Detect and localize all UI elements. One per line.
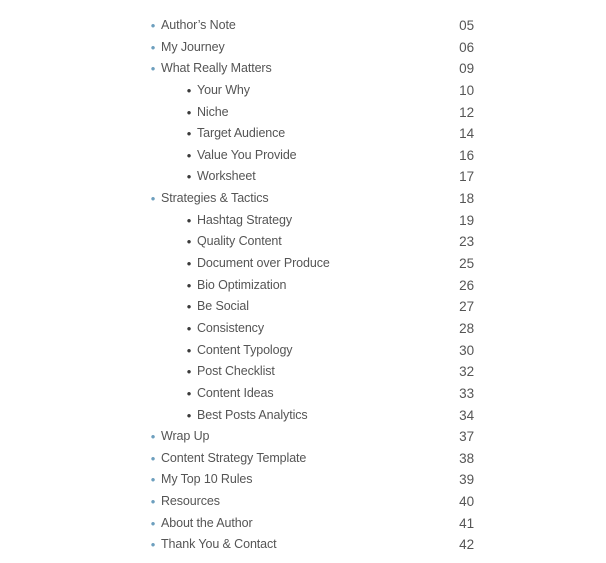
toc-page-number: 32: [459, 364, 474, 380]
toc-section-item[interactable]: [0, 58, 606, 80]
toc-subsection-item[interactable]: [0, 318, 606, 340]
bullet-icon: •: [150, 472, 156, 488]
toc-item-label: Content Typology: [197, 342, 293, 357]
toc-subsection-item[interactable]: [0, 231, 606, 253]
bullet-icon: •: [150, 39, 156, 55]
toc-page-number: 16: [459, 147, 474, 163]
toc-page-number: 19: [459, 212, 474, 228]
toc-section-item[interactable]: [0, 426, 606, 448]
bullet-icon: •: [150, 515, 156, 531]
bullet-icon: •: [186, 147, 192, 163]
bullet-icon: •: [186, 212, 192, 228]
table-of-contents: [0, 15, 606, 556]
toc-page-number: 10: [459, 82, 474, 98]
toc-subsection-item[interactable]: [0, 253, 606, 275]
toc-page-number: 14: [459, 126, 474, 142]
toc-item-label: Niche: [197, 104, 229, 119]
toc-section-item[interactable]: [0, 469, 606, 491]
toc-section-item[interactable]: [0, 534, 606, 556]
bullet-icon: •: [186, 82, 192, 98]
bullet-icon: •: [186, 126, 192, 142]
toc-page-number: 42: [459, 537, 474, 553]
toc-item-label: What Really Matters: [161, 61, 272, 76]
toc-section-item[interactable]: [0, 448, 606, 470]
toc-page-number: 05: [459, 18, 474, 33]
toc-page-number: 33: [459, 385, 474, 401]
toc-page-number: 27: [459, 299, 474, 315]
toc-item-label: Value You Provide: [197, 147, 297, 162]
toc-subsection-item[interactable]: [0, 102, 606, 124]
bullet-icon: •: [186, 299, 192, 315]
toc-item-label: Consistency: [197, 320, 264, 335]
toc-page-number: 37: [459, 429, 474, 445]
toc-subsection-item[interactable]: [0, 296, 606, 318]
toc-subsection-item[interactable]: [0, 80, 606, 102]
toc-subsection-item[interactable]: [0, 405, 606, 427]
toc-item-label: Your Why: [197, 82, 250, 97]
toc-subsection-item[interactable]: [0, 275, 606, 297]
bullet-icon: •: [186, 277, 192, 293]
toc-item-label: About the Author: [161, 515, 253, 530]
toc-item-label: Wrap Up: [161, 429, 210, 444]
bullet-icon: •: [150, 18, 156, 33]
toc-item-label: Hashtag Strategy: [197, 212, 292, 227]
toc-subsection-item[interactable]: [0, 361, 606, 383]
toc-item-label: Author’s Note: [161, 18, 236, 32]
toc-item-label: Resources: [161, 494, 220, 509]
toc-page-number: 26: [459, 277, 474, 293]
bullet-icon: •: [186, 104, 192, 120]
toc-item-label: Be Social: [197, 299, 249, 314]
toc-page-number: 18: [459, 191, 474, 207]
bullet-icon: •: [186, 342, 192, 358]
toc-page-number: 06: [459, 39, 474, 55]
toc-item-label: Content Strategy Template: [161, 450, 307, 465]
toc-item-label: Strategies & Tactics: [161, 191, 269, 206]
toc-page-number: 40: [459, 494, 474, 510]
toc-item-label: Worksheet: [197, 169, 256, 184]
toc-page-number: 41: [459, 515, 474, 531]
toc-section-item[interactable]: [0, 188, 606, 210]
toc-item-label: Quality Content: [197, 234, 282, 249]
bullet-icon: •: [186, 364, 192, 380]
toc-item-label: Thank You & Contact: [161, 537, 277, 552]
bullet-icon: •: [150, 191, 156, 207]
bullet-icon: •: [150, 450, 156, 466]
toc-subsection-item[interactable]: [0, 340, 606, 362]
toc-page-number: 34: [459, 407, 474, 423]
toc-subsection-item[interactable]: [0, 166, 606, 188]
bullet-icon: •: [186, 256, 192, 272]
toc-section-item[interactable]: [0, 37, 606, 59]
bullet-icon: •: [150, 537, 156, 553]
toc-item-label: Content Ideas: [197, 385, 274, 400]
toc-page-number: 28: [459, 320, 474, 336]
bullet-icon: •: [186, 385, 192, 401]
bullet-icon: •: [150, 429, 156, 445]
toc-item-label: My Journey: [161, 39, 225, 54]
toc-page-number: 09: [459, 61, 474, 77]
bullet-icon: •: [186, 169, 192, 185]
toc-item-label: My Top 10 Rules: [161, 472, 253, 487]
toc-item-label: Target Audience: [197, 126, 286, 141]
toc-section-item[interactable]: [0, 15, 606, 37]
toc-page-number: 23: [459, 234, 474, 250]
toc-page-number: 12: [459, 104, 474, 120]
toc-item-label: Best Posts Analytics: [197, 407, 308, 422]
toc-section-item[interactable]: [0, 491, 606, 513]
toc-item-label: Post Checklist: [197, 364, 275, 379]
toc-section-item[interactable]: [0, 513, 606, 535]
toc-page-number: 30: [459, 342, 474, 358]
toc-item-label: Document over Produce: [197, 256, 330, 271]
toc-item-label: Bio Optimization: [197, 277, 287, 292]
toc-subsection-item[interactable]: [0, 145, 606, 167]
toc-subsection-item[interactable]: [0, 210, 606, 232]
bullet-icon: •: [150, 61, 156, 77]
toc-page-number: 38: [459, 450, 474, 466]
toc-page-number: 17: [459, 169, 474, 185]
toc-subsection-item[interactable]: [0, 123, 606, 145]
bullet-icon: •: [150, 494, 156, 510]
bullet-icon: •: [186, 320, 192, 336]
toc-subsection-item[interactable]: [0, 383, 606, 405]
toc-page-number: 25: [459, 256, 474, 272]
bullet-icon: •: [186, 234, 192, 250]
toc-page-number: 39: [459, 472, 474, 488]
bullet-icon: •: [186, 407, 192, 423]
